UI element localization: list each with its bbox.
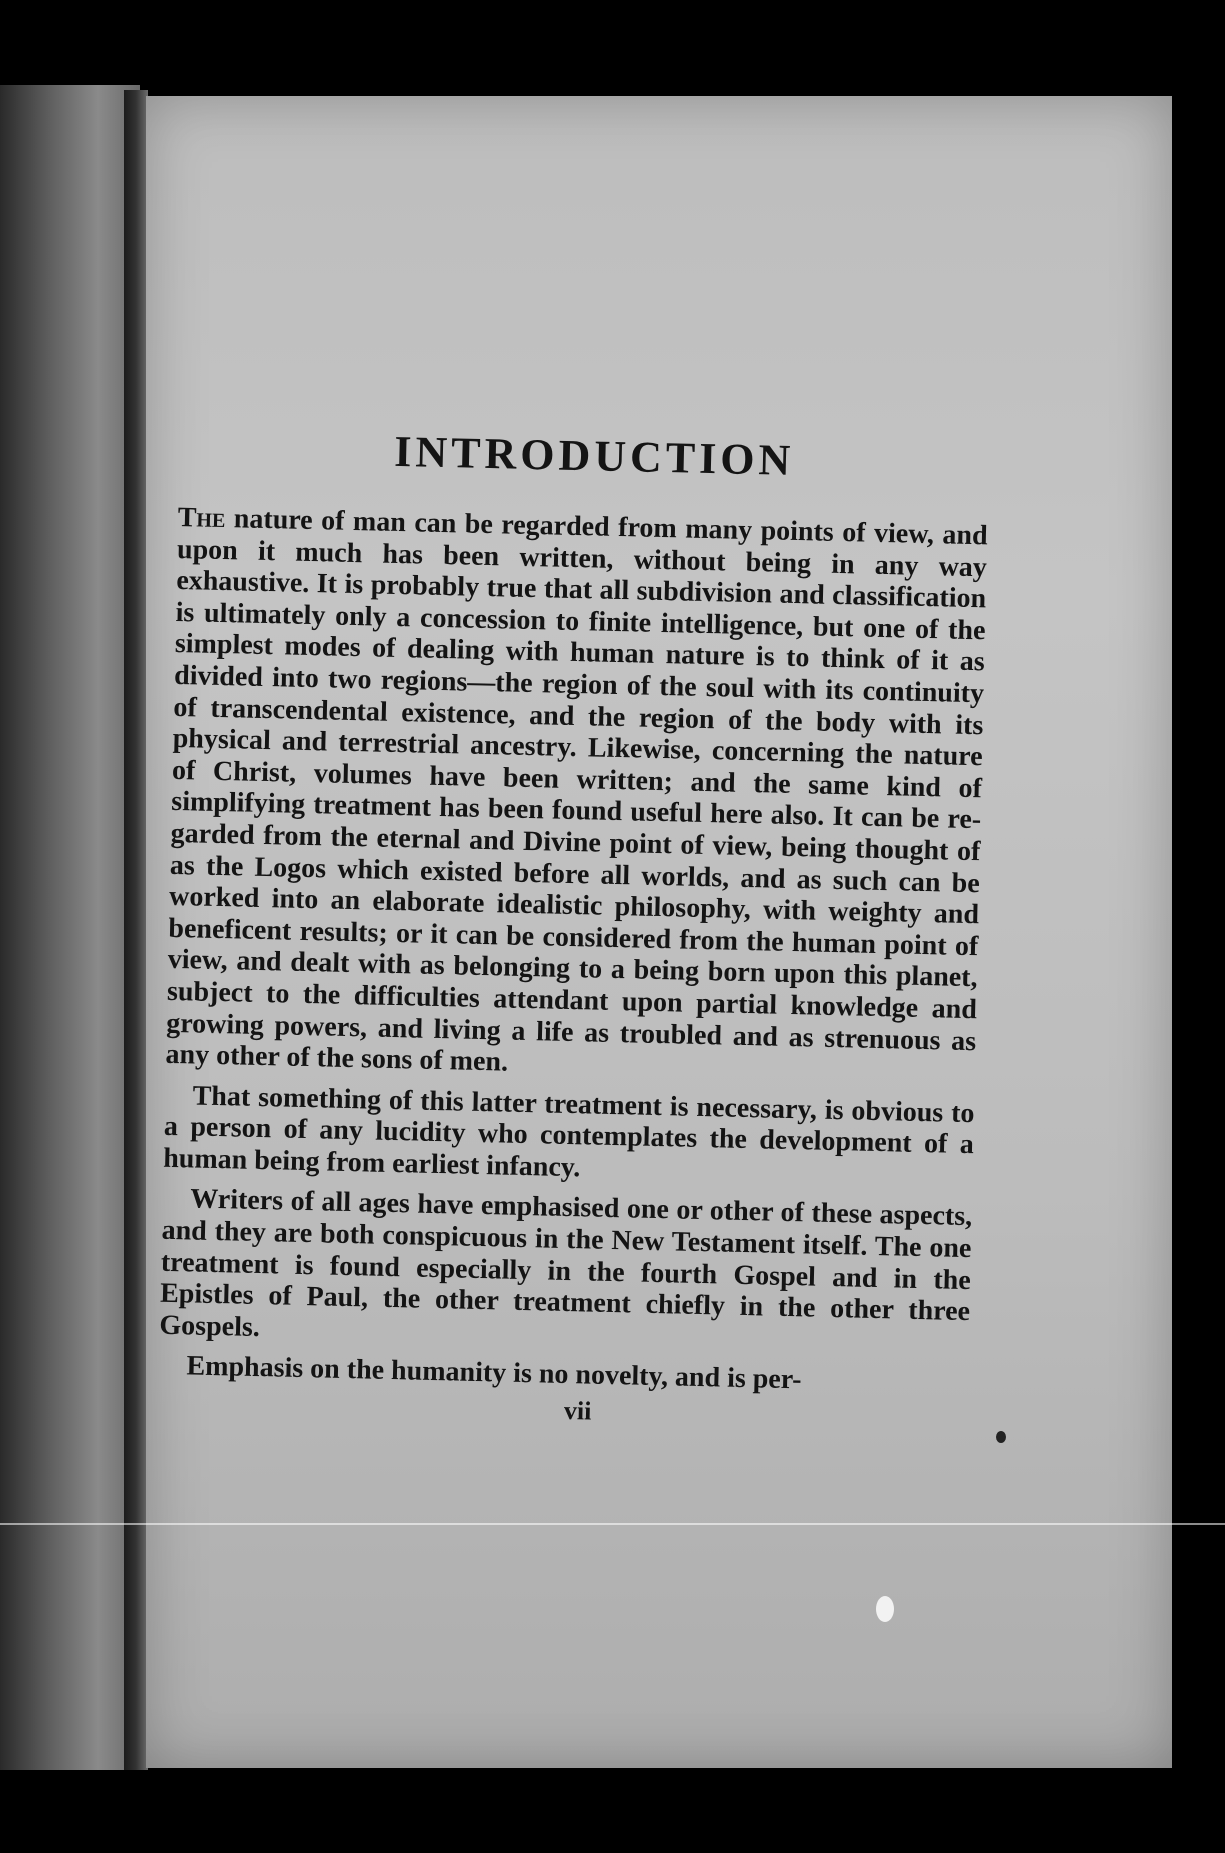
book-page bbox=[146, 96, 1172, 1768]
paragraph-1-lead-word: The bbox=[177, 501, 226, 535]
paragraph-2: That something of this latter treatment is necessary, is obvious to a person of any lucidity who contemplates the development of a human being from earliest infancy. bbox=[162, 1080, 975, 1184]
page-number: vii bbox=[563, 1395, 592, 1426]
paragraph-1 bbox=[165, 502, 988, 1089]
page-text-block bbox=[157, 421, 989, 1435]
page-title: INTRODUCTION bbox=[393, 426, 795, 485]
scan-artifact-line bbox=[0, 1523, 1225, 1525]
book-gutter bbox=[124, 90, 148, 1770]
ink-blot bbox=[996, 1431, 1006, 1443]
paper-speck bbox=[876, 1596, 894, 1622]
paragraph-1-text: nature of man can be regarded from many points of view, and upon it much has been written, without being in any way exhaustive. It is probably true that all subdivision and classification is ultimately only a concession to finite intelligence, but one of the simplest modes of dealing with human nature is to think of it as divided into two regions—the region of the soul with its continuity of transcendental existence, and the region of the body with its physical and terrestrial ancestry. Likewise, concerning the nature of Christ, volumes have been written; and the same kind of simplifying treatment has been found useful here also. It can be regarded from the eternal and Divine point of view, being thought of as the Logos which existed before all worlds, and as such can be worked into an elaborate idealistic philosophy, with weighty and beneficent results; or it can be considered from the human point of view, and dealt with as belonging to a being born upon this planet, subject to the difficulties attendant upon partial knowledge and growing powers, and living a life as troubled and as strenuous as any other of the sons of men. bbox=[165, 503, 988, 1078]
facing-page-edge bbox=[0, 85, 140, 1770]
paragraph-3: Writers of all ages have emphasised one or other of these aspects, and they are both conspicuous in the New Testament itself. The one treatment is found especially in the fourth Gospel and in the Epistles of Paul, the other treatment chiefly in the other three Gospels. bbox=[159, 1183, 973, 1343]
paragraph-4: Emphasis on the humanity is no novelty, and is per- bbox=[186, 1350, 802, 1396]
